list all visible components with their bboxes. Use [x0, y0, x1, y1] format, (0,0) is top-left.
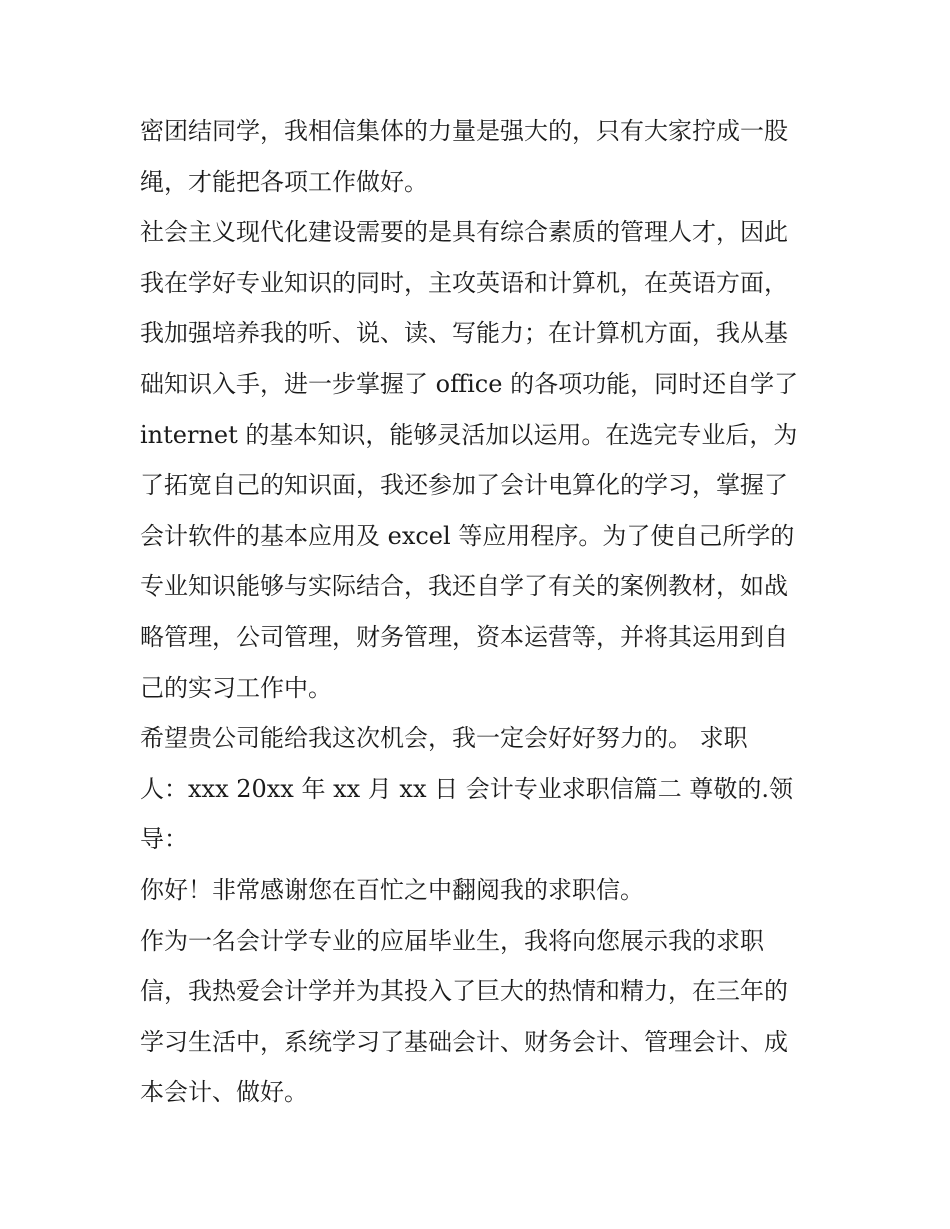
text-line: 人：xxx 20xx 年 xx 月 xx 日 会计专业求职信篇二 尊敬的.领 [140, 774, 794, 803]
text-line: 础知识入手，进一步掌握了 office 的各项功能，同时还自学了 [140, 369, 799, 398]
text-line: 了拓宽自己的知识面，我还参加了会计电算化的学习，掌握了 [140, 471, 788, 500]
text-line: 社会主义现代化建设需要的是具有综合素质的管理人才，因此 [140, 218, 788, 247]
text-line: 己的实习工作中。 [140, 673, 332, 702]
text-line: 我在学好专业知识的同时，主攻英语和计算机，在英语方面， [140, 268, 788, 297]
text-line: 专业知识能够与实际结合，我还自学了有关的案例教材，如战 [140, 572, 788, 601]
text-line: 学习生活中，系统学习了基础会计、财务会计、管理会计、成 [140, 1027, 788, 1056]
text-line: 信，我热爱会计学并为其投入了巨大的热情和精力，在三年的 [140, 977, 788, 1006]
text-line: 绳，才能把各项工作做好。 [140, 167, 428, 196]
text-line: 导： [140, 825, 188, 854]
text-line: 本会计、做好。 [140, 1078, 308, 1107]
document-body [140, 106, 820, 1118]
text-line: 作为一名会计学专业的应届毕业生，我将向您展示我的求职 [140, 926, 764, 955]
text-line: 你好！非常感谢您在百忙之中翻阅我的求职信。 [140, 875, 644, 904]
text-line: 密团结同学，我相信集体的力量是强大的，只有大家拧成一股 [140, 117, 788, 145]
text-line: 我加强培养我的听、说、读、写能力；在计算机方面，我从基 [140, 319, 788, 348]
text-line: 希望贵公司能给我这次机会，我一定会好好努力的。 求职 [140, 724, 748, 753]
text-line: 略管理，公司管理，财务管理，资本运营等，并将其运用到自 [140, 622, 788, 651]
text-line: internet 的基本知识，能够灵活加以运用。在选完专业后，为 [140, 420, 798, 449]
text-line: 会计软件的基本应用及 excel 等应用程序。为了使自己所学的 [140, 521, 795, 550]
